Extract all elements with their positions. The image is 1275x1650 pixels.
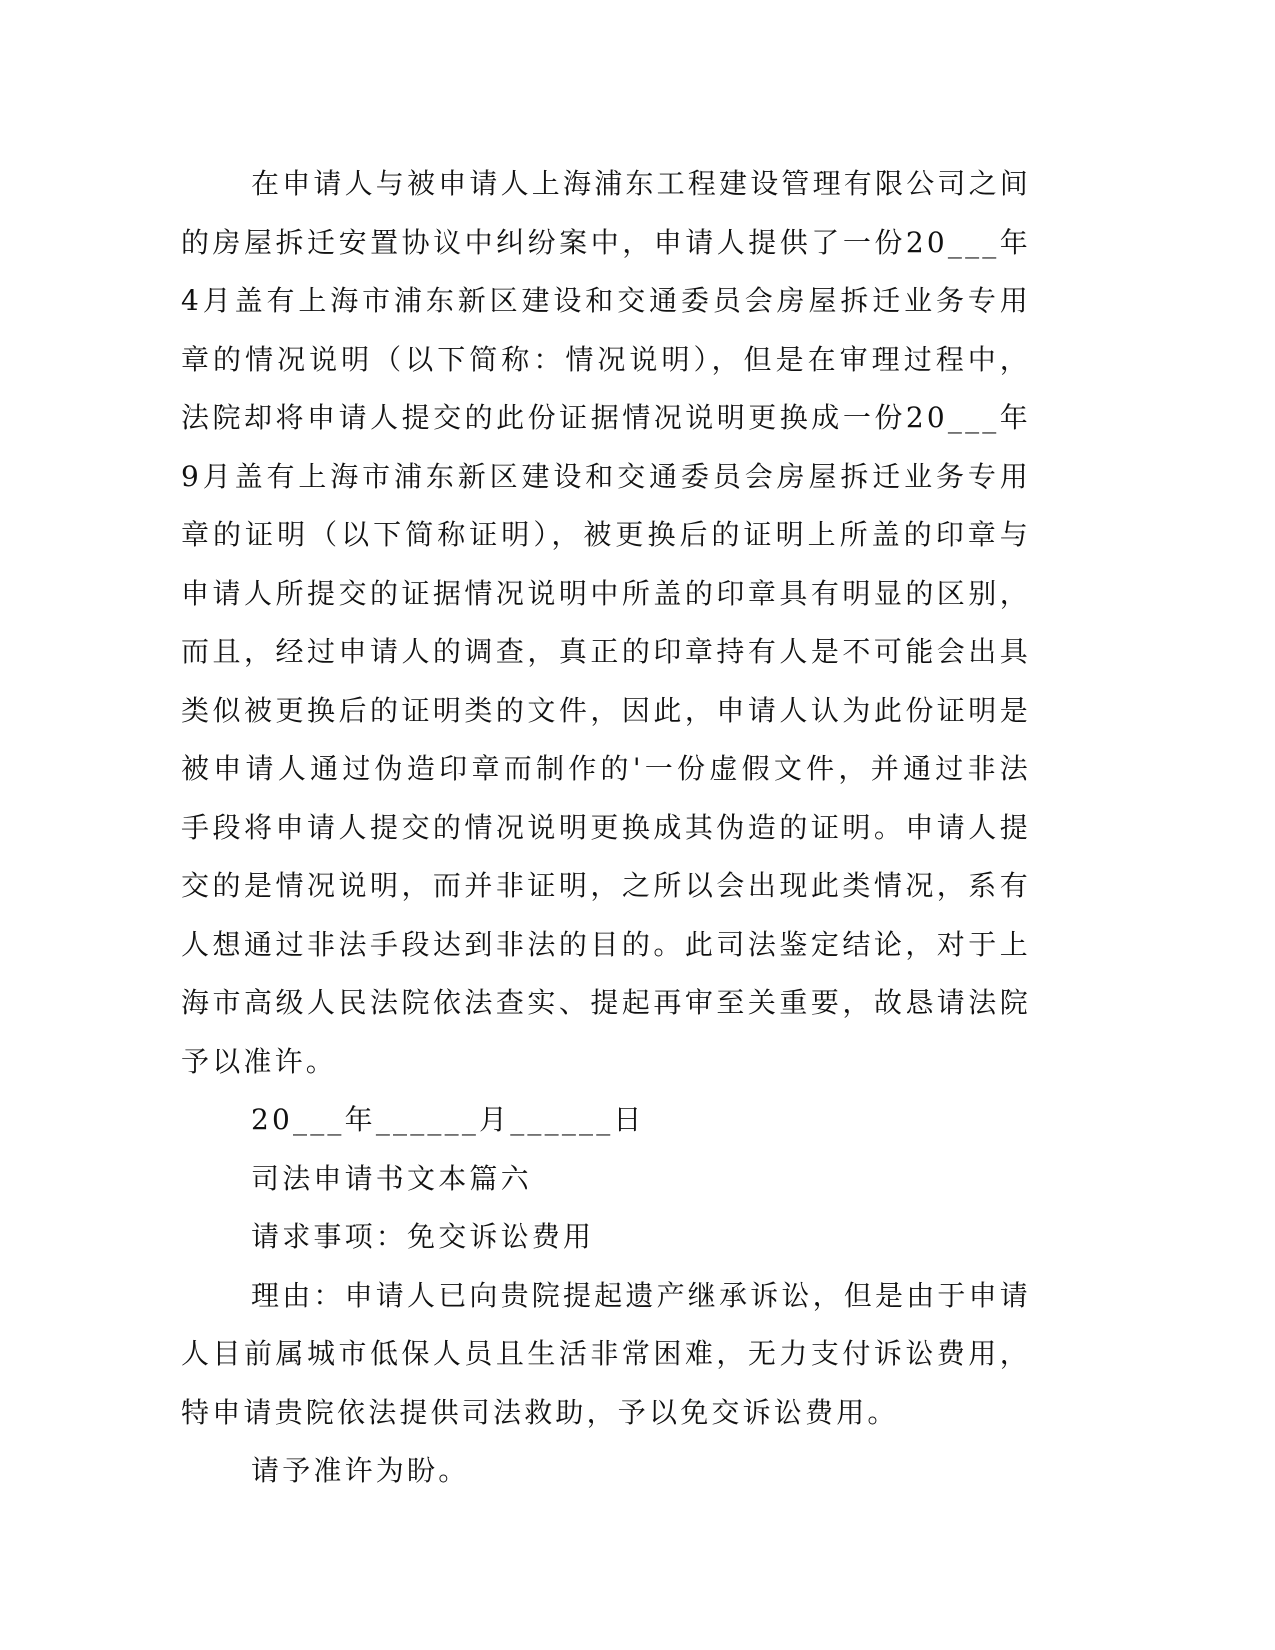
request-item: 请求事项：免交诉讼费用 bbox=[251, 1220, 595, 1253]
section-title: 司法申请书文本篇六 bbox=[251, 1161, 532, 1195]
document-body bbox=[181, 155, 1031, 1501]
date-line: 20___年______月______日 bbox=[251, 1103, 645, 1136]
closing-line: 请予准许为盼。 bbox=[251, 1454, 470, 1487]
paragraph-statement: 在申请人与被申请人上海浦东工程建设管理有限公司之间的房屋拆迁安置协议中纠纷案中，申请人提供了一份20___年4月盖有上海市浦东新区建设和交通委员会房屋拆迁业务专用章的情况说明（以下简称：情况说明），但是在审理过程中，法院却将申请人提交的此份证据情况说明更换成一份20___年9月盖有上海市浦东新区建设和交通委员会房屋拆迁业务专用章的证明（以下简称证明），被更换后的证明上所盖的印章与申请人所提交的证据情况说明中所盖的印章具有明显的区别，而且，经过申请人的调查，真正的印章持有人是不可能会出具类似被更换后的证明类的文件，因此，申请人认为此份证明是被申请人通过伪造印章而制作的'一份虚假文件，并通过非法手段将申请人提交的情况说明更换成其伪造的证明。申请人提交的是情况说明，而并非证明，之所以会出现此类情况，系有人想通过非法手段达到非法的目的。此司法鉴定结论，对于上海市高级人民法院依法查实、提起再审至关重要，故恳请法院予以准许。 bbox=[181, 167, 1032, 1078]
reason-paragraph: 理由：申请人已向贵院提起遗产继承诉讼，但是由于申请人目前属城市低保人员且生活非常困难，无力支付诉讼费用，特申请贵院依法提供司法救助，予以免交诉讼费用。 bbox=[181, 1278, 1032, 1429]
